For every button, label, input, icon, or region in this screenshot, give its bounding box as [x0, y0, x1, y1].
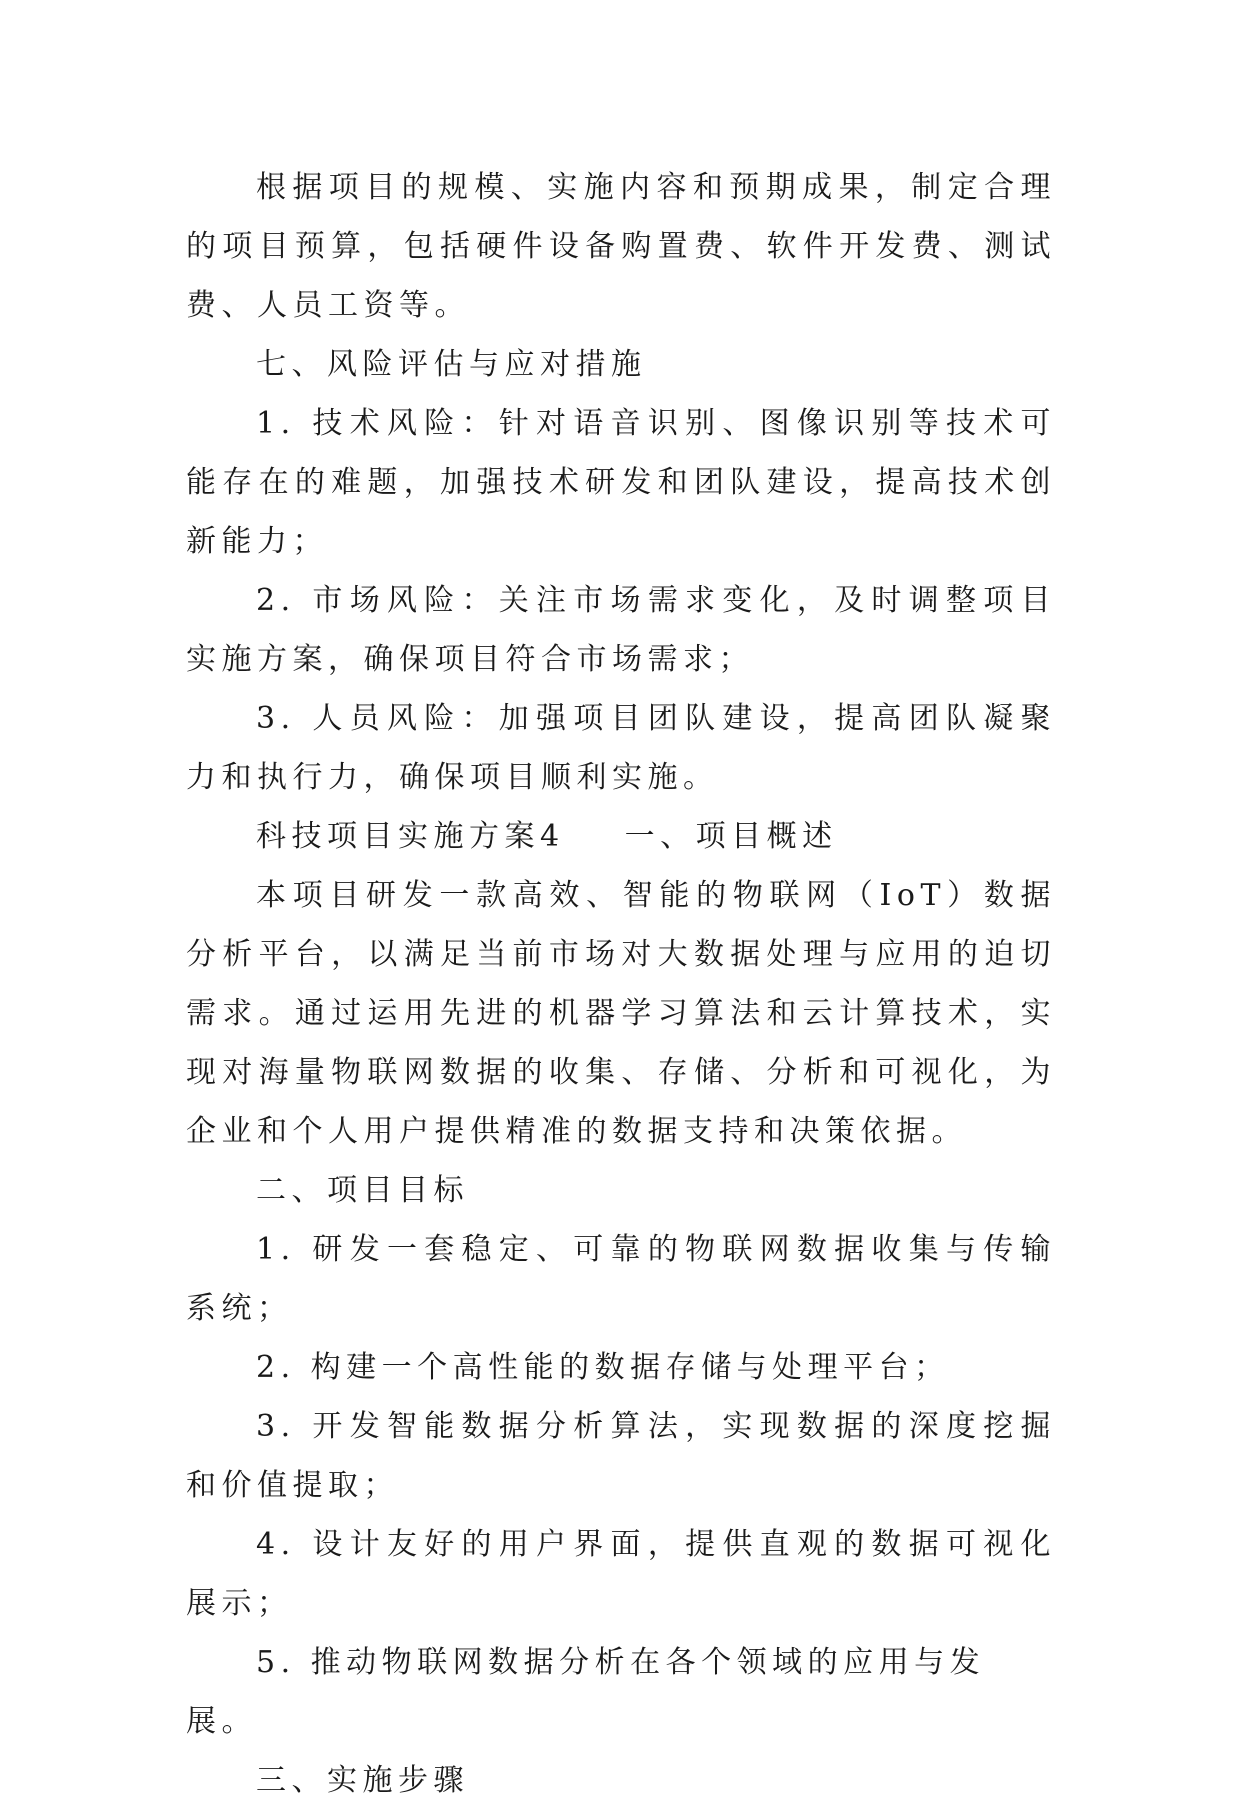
heading-risk-assessment: 七、风险评估与应对措施 — [256, 347, 647, 382]
paragraph-overview: 本项目研发一款高效、智能的物联网（IoT）数据分析平台，以满足当前市场对大数据处理与应用的迫切需求。通过运用先进的机器学习算法和云计算技术，实现对海量物联网数据的收集、存储、分析和可视化，为企业和个人用户提供精准的数据支持和决策依据。 — [186, 878, 1056, 1149]
list-item-personnel-risk: 3. 人员风险：加强项目团队建设，提高团队凝聚力和执行力，确保项目顺利实施。 — [186, 701, 1056, 795]
section-heading-overview: 一、项目概述 — [624, 819, 838, 854]
list-item-goal-1: 1. 研发一套稳定、可靠的物联网数据收集与传输系统； — [186, 1232, 1056, 1326]
list-item-tech-risk: 1. 技术风险：针对语音识别、图像识别等技术可能存在的难题，加强技术研发和团队建设，提高技术创新能力； — [186, 406, 1056, 559]
document-body — [186, 158, 1056, 1810]
list-item-goal-5: 5. 推动物联网数据分析在各个领域的应用与发展。 — [186, 1645, 986, 1739]
list-item-market-risk: 2. 市场风险：关注市场需求变化，及时调整项目实施方案，确保项目符合市场需求； — [186, 583, 1056, 677]
paragraph-budget: 根据项目的规模、实施内容和预期成果，制定合理的项目预算，包括硬件设备购置费、软件开发费、测试费、人员工资等。 — [186, 170, 1056, 323]
list-item-goal-2: 2. 构建一个高性能的数据存储与处理平台； — [256, 1350, 950, 1385]
section-heading-title: 科技项目实施方案4 — [256, 819, 565, 854]
heading-project-goals: 二、项目目标 — [256, 1173, 469, 1208]
section-heading-line — [186, 807, 1056, 866]
list-item-goal-4: 4. 设计友好的用户界面，提供直观的数据可视化展示； — [186, 1527, 1056, 1621]
heading-implementation-steps: 三、实施步骤 — [256, 1763, 469, 1798]
list-item-goal-3: 3. 开发智能数据分析算法，实现数据的深度挖掘和价值提取； — [186, 1409, 1056, 1503]
